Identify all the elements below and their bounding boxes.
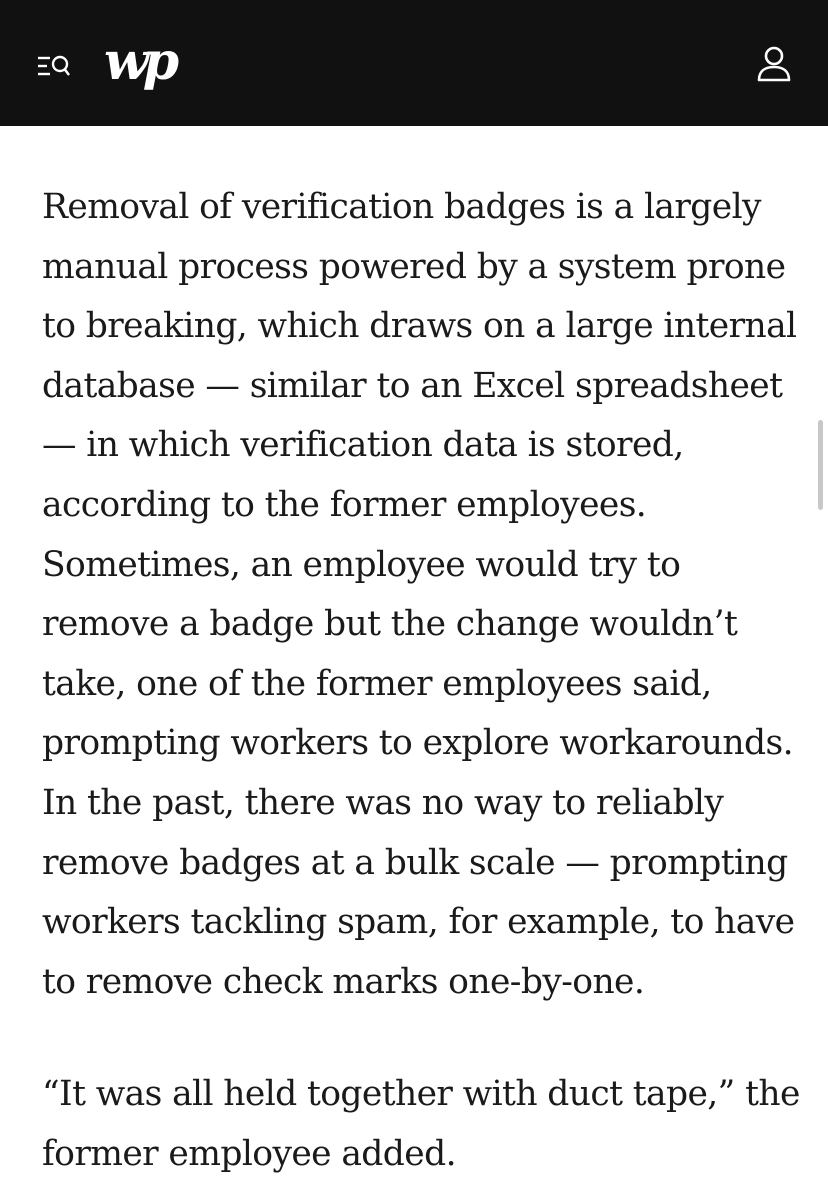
article-paragraph: “It was all held together with duct tape,” the former employee added. — [42, 1074, 800, 1174]
article-paragraph: Removal of verification badges is a largely manual process powered by a system prone to breaking, which draws on a large internal database — similar to an Excel spreadsheet — in which verification data is stored, according to the former employees. Sometimes, an employee would try to remove a badge but the change wouldn’t take, one of the former employees said, prompting workers to explore workarounds. In the past, there was no way to reliably remove badges at a bulk scale — prompting workers tackling spam, for example, to have to remove check marks one-by-one. — [42, 187, 797, 1002]
article-body — [42, 178, 802, 1185]
menu-search-button[interactable] — [28, 42, 80, 90]
top-navigation-bar — [0, 0, 828, 126]
scrollbar-thumb[interactable] — [818, 420, 823, 510]
menu-search-icon — [28, 42, 80, 90]
user-icon — [752, 42, 796, 86]
washington-post-logo[interactable]: wp — [104, 31, 174, 92]
account-button[interactable] — [752, 42, 796, 86]
